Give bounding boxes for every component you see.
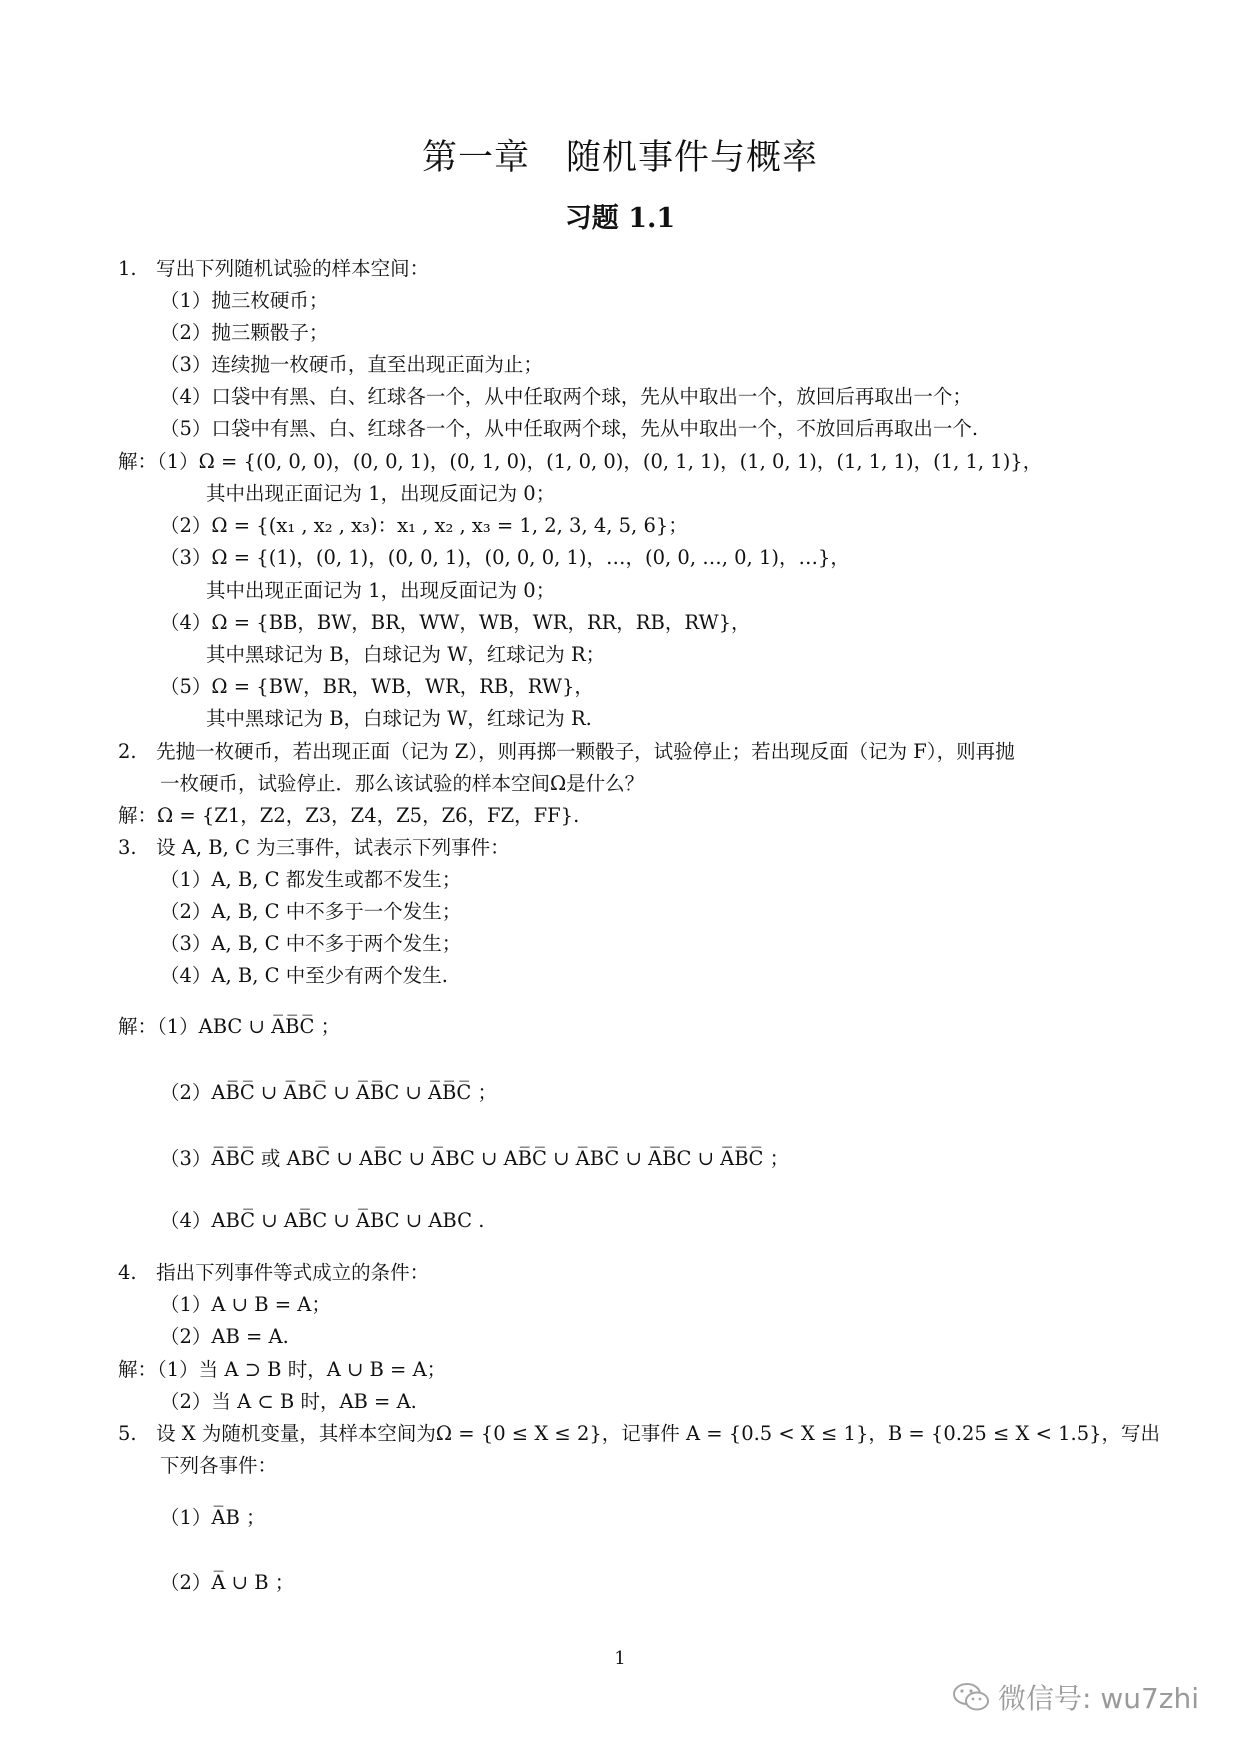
text-line-l36: （2）A̅ ∪ B ； (160, 1571, 295, 1594)
text-line-l21: （2）A, B, C 中不多于一个发生； (160, 900, 462, 923)
text-line-l03: （2）抛三颗骰子； (160, 321, 329, 344)
text-line-l15: 其中黑球记为 B，白球记为 W，红球记为 R. (206, 707, 592, 730)
text-line-l06: （5）口袋中有黑、白、红球各一个，从中任取两个球，先从中取出一个，不放回后再取出一个. (160, 417, 979, 440)
text-line-l01: 1. 写出下列随机试验的样本空间： (118, 257, 430, 280)
text-line-l25: （2）AB̅C̅ ∪ A̅BC̅ ∪ A̅B̅C ∪ A̅B̅C̅ ； (160, 1081, 498, 1104)
wechat-watermark (952, 1676, 1202, 1718)
text-line-l27: （4）ABC̅ ∪ AB̅C ∪ A̅BC ∪ ABC . (160, 1209, 485, 1232)
text-line-l11: 其中出现正面记为 1，出现反面记为 0； (206, 579, 556, 602)
text-line-l02: （1）抛三枚硬币； (160, 289, 329, 312)
text-line-l29: （1）A ∪ B = A； (160, 1293, 331, 1316)
text-line-l04: （3）连续抛一枚硬币，直至出现正面为止； (160, 353, 543, 376)
page-number: 1 (614, 1648, 626, 1669)
text-line-l17: 一枚硬币，试验停止．那么该试验的样本空间Ω是什么？ (160, 772, 645, 795)
text-line-l18: 解：Ω = {Z1，Z2，Z3，Z4，Z5，Z6，FZ，FF}. (118, 804, 580, 827)
text-line-l13: 其中黑球记为 B，白球记为 W，红球记为 R； (206, 643, 606, 666)
text-line-l28: 4. 指出下列事件等式成立的条件： (118, 1261, 430, 1284)
text-line-l10: （3）Ω = {(1)，(0, 1)，(0, 0, 1)，(0, 0, 0, 1)，…，(0, 0, …, 0, 1)，…}， (160, 546, 850, 569)
text-line-l07: 解：（1）Ω = {(0, 0, 0)，(0, 0, 1)，(0, 1, 0)，(1, 0, 0)，(0, 1, 1)，(1, 0, 1)，(1, 1, 1)，(1, 1, 1)}， (118, 450, 1043, 473)
section-title: 习题 1.1 (564, 203, 676, 234)
text-line-l34: 下列各事件： (160, 1454, 278, 1477)
text-line-l30: （2）AB = A. (160, 1325, 289, 1348)
text-line-l12: （4）Ω = {BB，BW，BR，WW，WB，WR，RR，RB，RW}， (160, 611, 751, 634)
text-line-l24: 解：（1）ABC ∪ A̅B̅C̅ ； (118, 1015, 341, 1038)
text-line-l05: （4）口袋中有黑、白、红球各一个，从中任取两个球，先从中取出一个，放回后再取出一个； (160, 385, 972, 408)
watermark-text: 微信号: wu7zhi (998, 1682, 1200, 1715)
text-line-l16: 2. 先抛一枚硬币，若出现正面（记为 Z），则再掷一颗骰子，试验停止；若出现反面（记为 F），则再抛 (118, 740, 1015, 763)
text-line-l08: 其中出现正面记为 1，出现反面记为 0； (206, 482, 556, 505)
text-line-l23: （4）A, B, C 中至少有两个发生. (160, 964, 448, 987)
chapter-title: 第一章 随机事件与概率 (421, 138, 818, 178)
text-line-l26: （3）A̅B̅C̅ 或 ABC̅ ∪ AB̅C ∪ A̅BC ∪ AB̅C̅ ∪ A̅BC̅ ∪ A̅B̅C ∪ A̅B̅C̅ ； (160, 1147, 790, 1170)
text-line-l31: 解：（1）当 A ⊃ B 时，A ∪ B = A； (118, 1358, 447, 1381)
text-line-l09: （2）Ω = {(x₁ , x₂ , x₃)：x₁ , x₂ , x₃ = 1, 2, 3, 4, 5, 6}； (160, 514, 688, 537)
text-line-l32: （2）当 A ⊂ B 时，AB = A. (160, 1390, 417, 1413)
text-line-l19: 3. 设 A, B, C 为三事件，试表示下列事件： (118, 836, 510, 859)
text-line-l20: （1）A, B, C 都发生或都不发生； (160, 868, 462, 891)
text-line-l14: （5）Ω = {BW，BR，WB，WR，RB，RW}， (160, 675, 594, 698)
text-line-l35: （1）A̅B ； (160, 1506, 266, 1529)
text-line-l33: 5. 设 X 为随机变量，其样本空间为Ω = {0 ≤ X ≤ 2}，记事件 A = {0.5 < X ≤ 1}，B = {0.25 ≤ X < 1.5}，写出 (118, 1422, 1161, 1445)
wechat-icon (952, 1681, 990, 1713)
text-line-l22: （3）A, B, C 中不多于两个发生； (160, 932, 462, 955)
